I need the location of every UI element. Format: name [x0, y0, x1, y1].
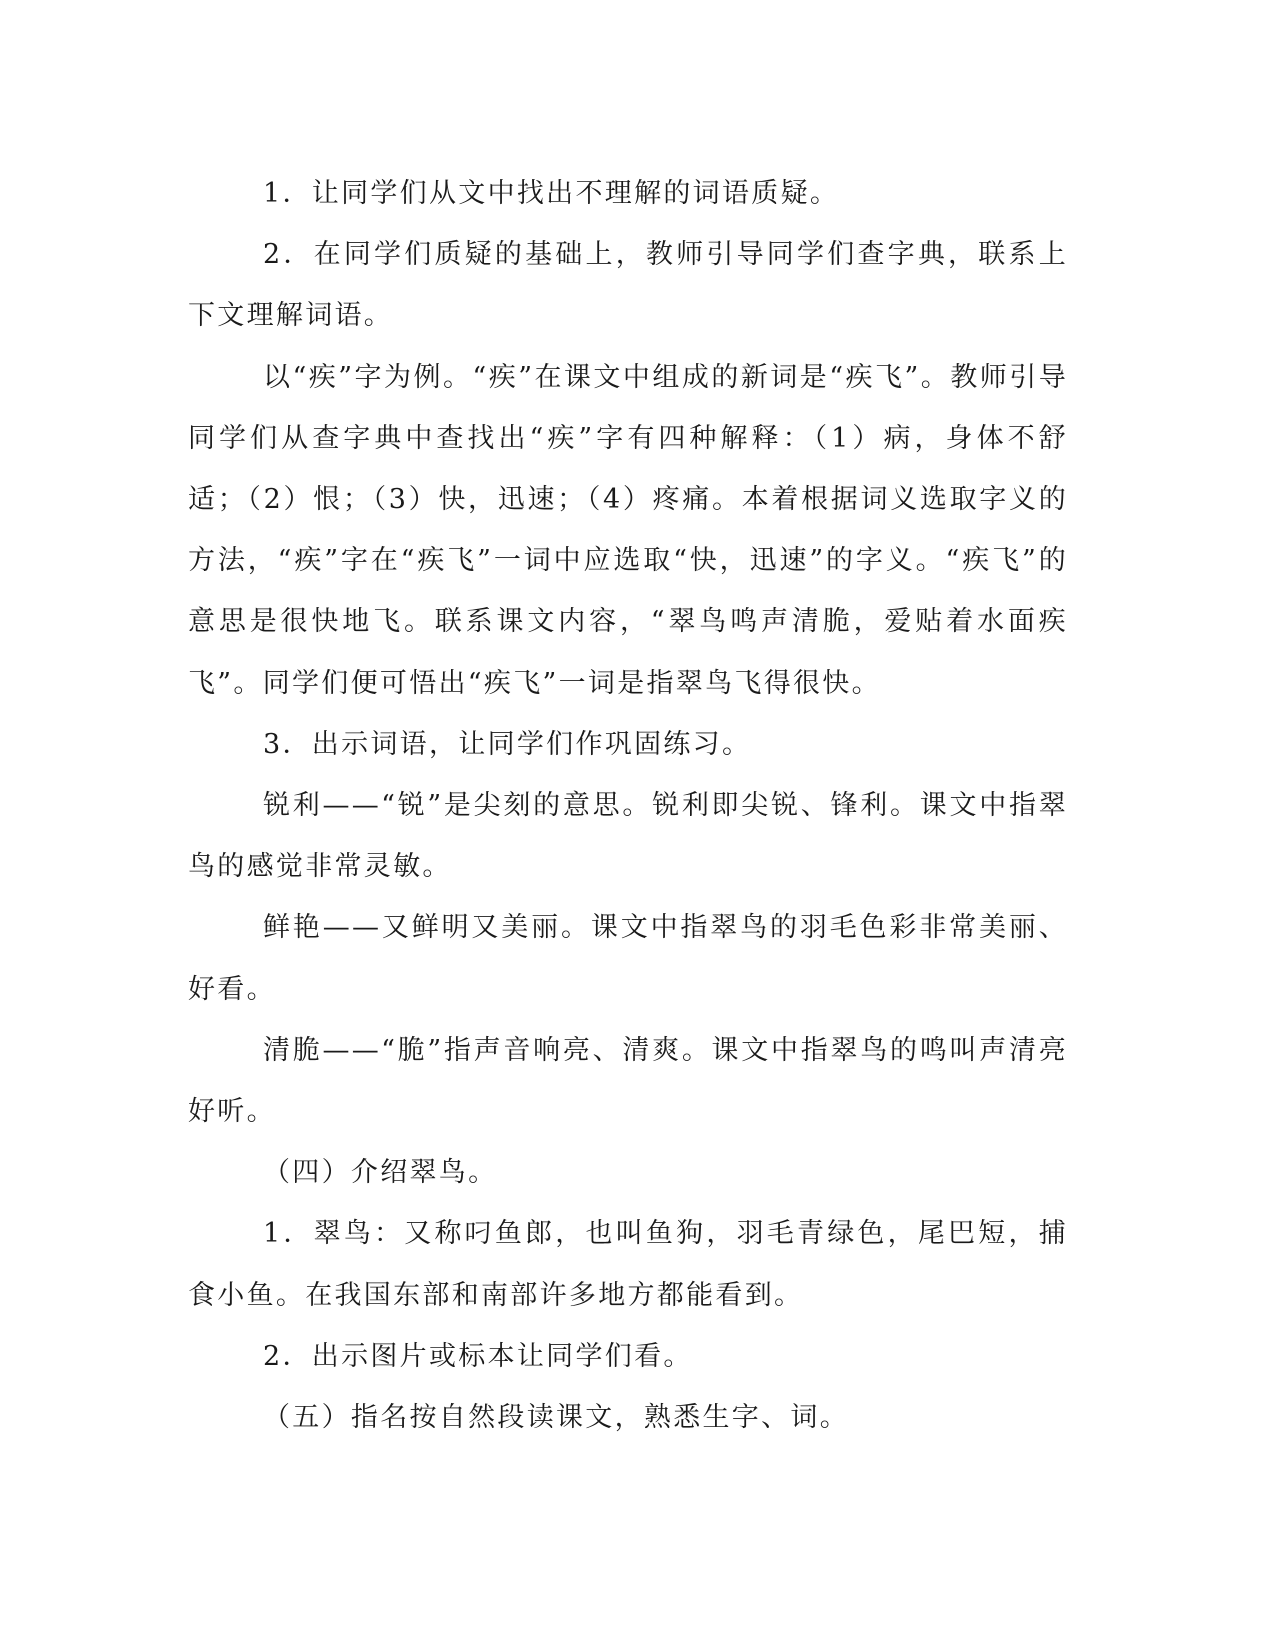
- paragraph-step-3: 3．出示词语，让同学们作巩固练习。: [263, 728, 752, 760]
- paragraph-word-ruili: 锐利——“锐”是尖刻的意思。锐利即尖锐、锋利。课文中指翠鸟的感觉非常灵敏。: [188, 790, 1068, 883]
- section-heading-5: （五）指名按自然段读课文，熟悉生字、词。: [263, 1402, 849, 1434]
- section-heading-4: （四）介绍翠鸟。: [263, 1157, 498, 1189]
- paragraph-word-xianyan: 鲜艳——又鲜明又美丽。课文中指翠鸟的羽毛色彩非常美丽、好看。: [188, 912, 1068, 1005]
- document-body: [188, 163, 1068, 1448]
- paragraph-example-ji: 以“疾”字为例。“疾”在课文中组成的新词是“疾飞”。教师引导同学们从查字典中查找出“疾”字有四种解释：（1）病，身体不舒适；（2）恨；（3）快，迅速；（4）疼痛。本着根据词义选取字义的方法，“疾”字在“疾飞”一词中应选取“快，迅速”的字义。“疾飞”的意思是很快地飞。联系课文内容，“翠鸟鸣声清脆，爱贴着水面疾飞”。同学们便可悟出“疾飞”一词是指翠鸟飞得很快。: [188, 361, 1068, 699]
- paragraph-word-qingcui: 清脆——“脆”指声音响亮、清爽。课文中指翠鸟的鸣叫声清亮好听。: [188, 1034, 1068, 1128]
- paragraph-intro-1: 1．翠鸟：又称叼鱼郎，也叫鱼狗，羽毛青绿色，尾巴短，捕食小鱼。在我国东部和南部许多地方都能看到。: [188, 1218, 1068, 1311]
- paragraph-intro-2: 2．出示图片或标本让同学们看。: [263, 1340, 693, 1372]
- paragraph-step-2: 2．在同学们质疑的基础上，教师引导同学们查字典，联系上下文理解词语。: [188, 239, 1068, 332]
- paragraph-step-1: 1．让同学们从文中找出不理解的词语质疑。: [263, 178, 840, 209]
